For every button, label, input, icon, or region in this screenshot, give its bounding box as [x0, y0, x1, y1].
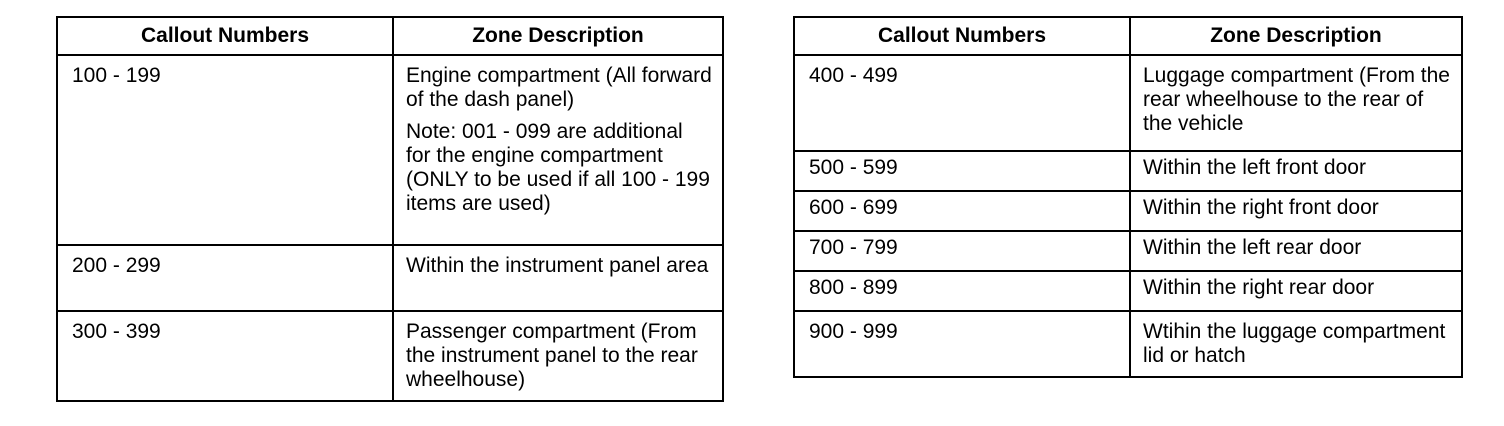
- zone-description: Within the instrument panel area: [393, 245, 723, 311]
- table-row: [794, 55, 1462, 151]
- callout-range: 100 - 199: [57, 55, 393, 245]
- table-row: [57, 245, 723, 311]
- zone-description: Within the left rear door: [1130, 231, 1462, 271]
- table-row: [794, 151, 1462, 191]
- zone-description: Within the left front door: [1130, 151, 1462, 191]
- table-row: [794, 311, 1462, 377]
- callout-zones-table-right: [793, 16, 1463, 378]
- table-header-row: [57, 17, 723, 55]
- zone-description-cell: [393, 55, 723, 245]
- table-row: [794, 271, 1462, 311]
- table-row: [794, 191, 1462, 231]
- callout-zones-table-left: [56, 16, 724, 402]
- zone-note: Note: 001 - 099 are additional for the engine compartment (ONLY to be used if all 100 - 199 items are used): [406, 120, 710, 215]
- callout-range: 200 - 299: [57, 245, 393, 311]
- zone-description: Wtihin the luggage compartment lid or hatch: [1130, 311, 1462, 377]
- table-header-row: [794, 17, 1462, 55]
- callout-range: 300 - 399: [57, 311, 393, 401]
- callout-range: 800 - 899: [794, 271, 1130, 311]
- callout-range: 900 - 999: [794, 311, 1130, 377]
- callout-range: 700 - 799: [794, 231, 1130, 271]
- zone-description: Luggage compartment (From the rear wheelhouse to the rear of the vehicle: [1130, 55, 1462, 151]
- table-row: [57, 311, 723, 401]
- callout-range: 400 - 499: [794, 55, 1130, 151]
- zone-description: Engine compartment (All forward of the dash panel): [406, 64, 712, 111]
- callout-range: 600 - 699: [794, 191, 1130, 231]
- zone-description: Within the right rear door: [1130, 271, 1462, 311]
- table-row: [794, 231, 1462, 271]
- zone-description: Passenger compartment (From the instrument panel to the rear wheelhouse): [393, 311, 723, 401]
- callout-numbers-header: Callout Numbers: [794, 17, 1130, 55]
- zone-description: Within the right front door: [1130, 191, 1462, 231]
- callout-numbers-header: Callout Numbers: [57, 17, 393, 55]
- zone-description-header: Zone Description: [393, 17, 723, 55]
- callout-range: 500 - 599: [794, 151, 1130, 191]
- zone-description-header: Zone Description: [1130, 17, 1462, 55]
- table-row: [57, 55, 723, 245]
